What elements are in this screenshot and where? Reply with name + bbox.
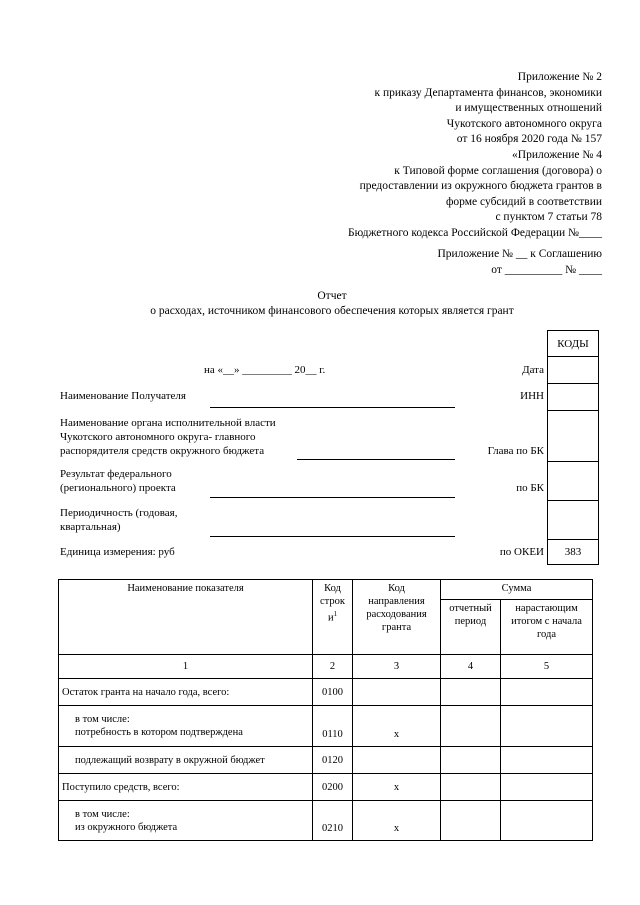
- period-code-cell[interactable]: [548, 501, 599, 540]
- report-subtitle: о расходах, источником финансового обеспечения которых является грант: [150, 305, 514, 317]
- row-name: Остаток гранта на начало года, всего:: [59, 679, 313, 706]
- header-line: Приложение № 2: [517, 71, 602, 83]
- okei-code-cell: 383: [548, 540, 599, 565]
- inn-label: ИНН: [520, 390, 544, 402]
- column-number: 5: [501, 655, 593, 679]
- header-line: Чукотского автономного округа: [446, 117, 602, 130]
- okei-label: по ОКЕИ: [499, 546, 544, 558]
- row-cumulative-value[interactable]: [501, 706, 593, 747]
- column-number: 1: [59, 655, 313, 679]
- period-field-line[interactable]: [210, 536, 455, 537]
- row-direction: x: [353, 706, 441, 747]
- header-line: Бюджетного кодекса Российской Федерации №____: [348, 226, 602, 239]
- row-cumulative-value[interactable]: [501, 774, 593, 801]
- table-row: [59, 747, 593, 774]
- project-label-line2: (регионального) проекта: [60, 482, 176, 494]
- header-line: с пунктом 7 статьи 78: [495, 211, 602, 224]
- row-direction[interactable]: [353, 747, 441, 774]
- row-code: 0110: [313, 706, 353, 747]
- recipient-label: Наименование Получателя: [60, 390, 186, 402]
- project-field-line[interactable]: [210, 497, 455, 498]
- column-number: 2: [313, 655, 353, 679]
- header-line-code: Код строк $и^1$: [313, 580, 353, 655]
- bk-label: по БК: [516, 482, 544, 494]
- table-row: [59, 801, 593, 841]
- row-cumulative-value[interactable]: [501, 747, 593, 774]
- header-line: к Типовой форме соглашения (договора) о: [394, 164, 602, 177]
- period-label-line1: Периодичность (годовая,: [60, 507, 178, 519]
- header-line: «Приложение № 4: [512, 148, 602, 161]
- row-name: в том числе: из окружного бюджета: [59, 801, 313, 841]
- column-number: 4: [441, 655, 501, 679]
- codes-table: [547, 330, 599, 565]
- row-cumulative-value[interactable]: [501, 801, 593, 841]
- agreement-reference: [437, 247, 602, 278]
- header-direction-code: Код направления расходования гранта: [353, 580, 441, 655]
- header-indicator-name: Наименование показателя: [59, 580, 313, 655]
- row-code: 0200: [313, 774, 353, 801]
- header-cumulative: нарастающим итогом с начала года: [501, 600, 593, 655]
- authority-label-line2: Чукотского автономного округа- главного: [60, 431, 256, 443]
- period-label-line2: квартальная): [60, 521, 121, 533]
- row-direction: x: [353, 774, 441, 801]
- report-title: Отчет: [317, 290, 347, 302]
- row-cumulative-value[interactable]: [501, 679, 593, 706]
- header-line: от 16 ноября 2020 года № 157: [456, 133, 602, 146]
- header-sum: Сумма: [441, 580, 593, 600]
- row-reporting-value[interactable]: [441, 706, 501, 747]
- row-direction: x: [353, 801, 441, 841]
- bk-code-cell[interactable]: [548, 462, 599, 501]
- header-line: и имущественных отношений: [455, 102, 602, 115]
- authority-label-line3: распорядителя средств окружного бюджета: [60, 445, 265, 457]
- appendix-header: [348, 70, 602, 242]
- glava-label: Глава по БК: [487, 445, 544, 457]
- date-code-cell[interactable]: [548, 357, 599, 384]
- row-reporting-value[interactable]: [441, 801, 501, 841]
- row-reporting-value[interactable]: [441, 774, 501, 801]
- header-line: форме субсидий в соответствии: [445, 195, 602, 208]
- column-number: 3: [353, 655, 441, 679]
- header-line: к приказу Департамента финансов, экономики: [374, 86, 602, 99]
- glava-code-cell[interactable]: [548, 411, 599, 462]
- column-number-row: [59, 655, 593, 679]
- row-name: Поступило средств, всего:: [59, 774, 313, 801]
- authority-field-line[interactable]: [297, 459, 455, 460]
- report-date-line: на «__» _________ 20__ г.: [204, 364, 326, 376]
- table-row: [59, 679, 593, 706]
- row-reporting-value[interactable]: [441, 747, 501, 774]
- row-code: 0120: [313, 747, 353, 774]
- unit-label: Единица измерения: руб: [60, 546, 175, 558]
- row-name: подлежащий возврату в окружной бюджет: [59, 747, 313, 774]
- authority-label-line1: Наименование органа исполнительной власти: [60, 417, 276, 429]
- header-reporting-period: отчетный период: [441, 600, 501, 655]
- header-line: предоставлении из окружного бюджета грантов в: [359, 180, 602, 193]
- row-code: 0100: [313, 679, 353, 706]
- agreement-line: Приложение № __ к Соглашению: [437, 248, 602, 260]
- row-code: 0210: [313, 801, 353, 841]
- grant-expense-table: [58, 579, 593, 841]
- row-direction[interactable]: [353, 679, 441, 706]
- row-name: в том числе: потребность в котором подтверждена: [59, 706, 313, 747]
- table-row: [59, 774, 593, 801]
- inn-code-cell[interactable]: [548, 384, 599, 411]
- table-row: [59, 706, 593, 747]
- project-label-line1: Результат федерального: [60, 468, 172, 480]
- agreement-date-line: от __________ № ____: [491, 263, 602, 276]
- row-reporting-value[interactable]: [441, 679, 501, 706]
- recipient-field-line[interactable]: [210, 407, 455, 408]
- codes-header: КОДЫ: [548, 331, 599, 357]
- date-label: Дата: [522, 364, 544, 376]
